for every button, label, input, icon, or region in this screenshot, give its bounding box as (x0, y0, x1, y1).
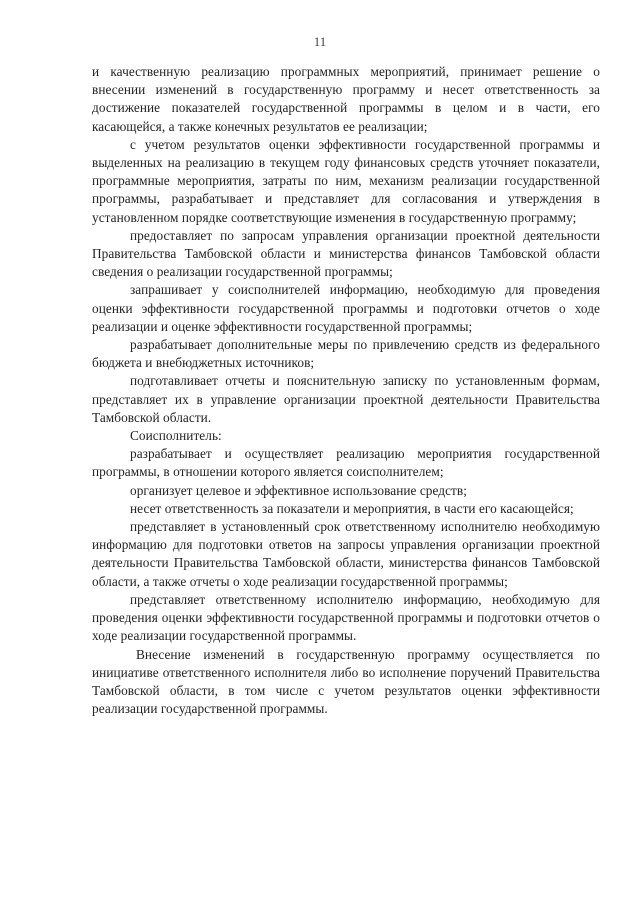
paragraph: несет ответственность за показатели и мероприятия, в части его касающейся; (130, 500, 574, 516)
section-heading: Соисполнитель: (130, 428, 222, 444)
paragraph: разрабатывает и осуществляет реализацию мероприятия государственной программы, в отношении которого является соисполнителем; (92, 446, 600, 480)
paragraph: организует целевое и эффективное использование средств; (130, 482, 467, 498)
paragraph: представляет в установленный срок ответственному исполнителю необходимую информацию для подготовки ответов на запросы управления организации проектной деятельности Правительства Тамбовской области, министерства финансов Тамбовской области, а также отчеты о ходе реализации государственной программы; (92, 519, 600, 589)
paragraph: Внесение изменений в государственную программу осуществляется по инициативе ответственного исполнителя либо во исполнение поручений Правительства Тамбовской области, в том числе с учетом результатов оценки эффективности реализации государственной программы. (92, 646, 600, 717)
paragraph: предоставляет по запросам управления организации проектной деятельности Правительства Тамбовской области и министерства финансов Тамбовской области сведения о реализации государственной программы; (92, 227, 600, 280)
paragraph: представляет ответственному исполнителю информацию, необходимую для проведения оценки эффективности государственной программы и подготовки отчетов о ходе реализации государственной программы. (92, 591, 600, 644)
paragraph: и качественную реализацию программных мероприятий, принимает решение о внесении изменений в государственную программу и несет ответственность за достижение показателей государственной программы в целом и в части, его касающейся, а также конечных результатов ее реализации; (92, 64, 600, 134)
document-body (92, 63, 600, 718)
paragraph: разрабатывает дополнительные меры по привлечению средств из федерального бюджета и внебюджетных источников; (92, 337, 600, 371)
page-number: 11 (313, 34, 327, 49)
paragraph: запрашивает у соисполнителей информацию, необходимую для проведения оценки эффективности государственной программы и подготовки отчетов о ходе реализации и оценке эффективности государственной программы; (92, 282, 600, 334)
paragraph: с учетом результатов оценки эффективности государственной программы и выделенных на реализацию в текущем году финансовых средств уточняет показатели, программные мероприятия, затраты по ним, механизм реализации государственной программы, разрабатывает и представляет для согласования и утверждения в установленном порядке соответствующие изменения в государственную программу; (92, 136, 600, 225)
paragraph: подготавливает отчеты и пояснительную записку по установленным формам, представляет их в управление организации проектной деятельности Правительства Тамбовской области. (92, 373, 600, 425)
